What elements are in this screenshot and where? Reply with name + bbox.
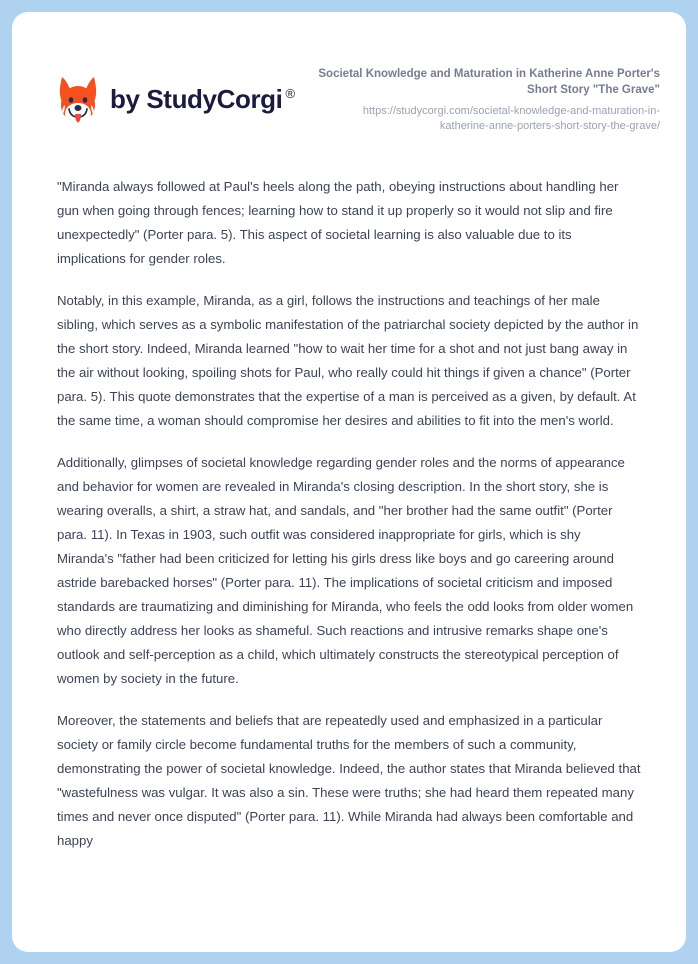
document-body bbox=[12, 135, 686, 853]
document-meta bbox=[315, 64, 660, 135]
document-url[interactable]: https://studycorgi.com/societal-knowledge-and-maturation-in-katherine-anne-porters-short-story-the-grave/ bbox=[362, 104, 660, 133]
brand-wordmark bbox=[110, 86, 295, 112]
brand-name-text: by StudyCorgi bbox=[110, 84, 283, 114]
document-title: Societal Knowledge and Maturation in Katherine Anne Porter's Short Story "The Grave" bbox=[318, 68, 660, 97]
studycorgi-corgi-logo-icon bbox=[57, 74, 99, 124]
body-paragraph: Notably, in this example, Miranda, as a girl, follows the instructions and teachings of her male sibling, which serves as a symbolic manifestation of the patriarchal society depicted by the author in the short story. Indeed, Miranda learned "how to wait her time for a shot and not just bang away in the air without looking, spoiling shots for Paul, who really could hit things if given a chance" (Porter para. 5). This quote demonstrates that the expertise of a man is perceived as a given, by default. At the same time, a woman should compromise her desires and abilities to fit into the men's world. bbox=[57, 292, 639, 428]
brand-block[interactable] bbox=[57, 64, 295, 124]
document-page-card bbox=[12, 12, 686, 952]
document-header bbox=[12, 12, 686, 135]
body-paragraph: Moreover, the statements and beliefs that are repeatedly used and emphasized in a particular society or family circle become fundamental truths for the members of such a community, demonstrating the power of societal knowledge. Indeed, the author states that Miranda believed that "wastefulness was vulgar. It was also a sin. These were truths; she had heard them repeated many times and never once disputed" (Porter para. 11). While Miranda had always been comfortable and happy bbox=[57, 712, 641, 848]
body-paragraph: "Miranda always followed at Paul's heels along the path, obeying instructions about handling her gun when going through fences; learning how to stand it up properly so it would not slip and fire unexpectedly" (Porter para. 5). This aspect of societal learning is also valuable due to its implications for gender roles. bbox=[57, 178, 619, 266]
body-paragraph: Additionally, glimpses of societal knowledge regarding gender roles and the norms of appearance and behavior for women are revealed in Miranda's closing description. In the short story, she is wearing overalls, a shirt, a straw hat, and sandals, and "her brother had the same outfit" (Porter para. 11). In Texas in 1903, such outfit was considered inappropriate for girls, which is shy Miranda's "father had been criticized for letting his girls dress like boys and go careering around astride barebacked horses" (Porter para. 11). The implications of societal criticism and imposed standards are traumatizing and diminishing for Miranda, who feels the odd looks from older women who directly address her looks as shameful. Such reactions and intrusive remarks shape one's outlook and self-perception as a child, which ultimately constructs the stereotypical perception of women by society in the future. bbox=[57, 454, 634, 686]
registered-trademark-icon: ® bbox=[285, 86, 296, 101]
